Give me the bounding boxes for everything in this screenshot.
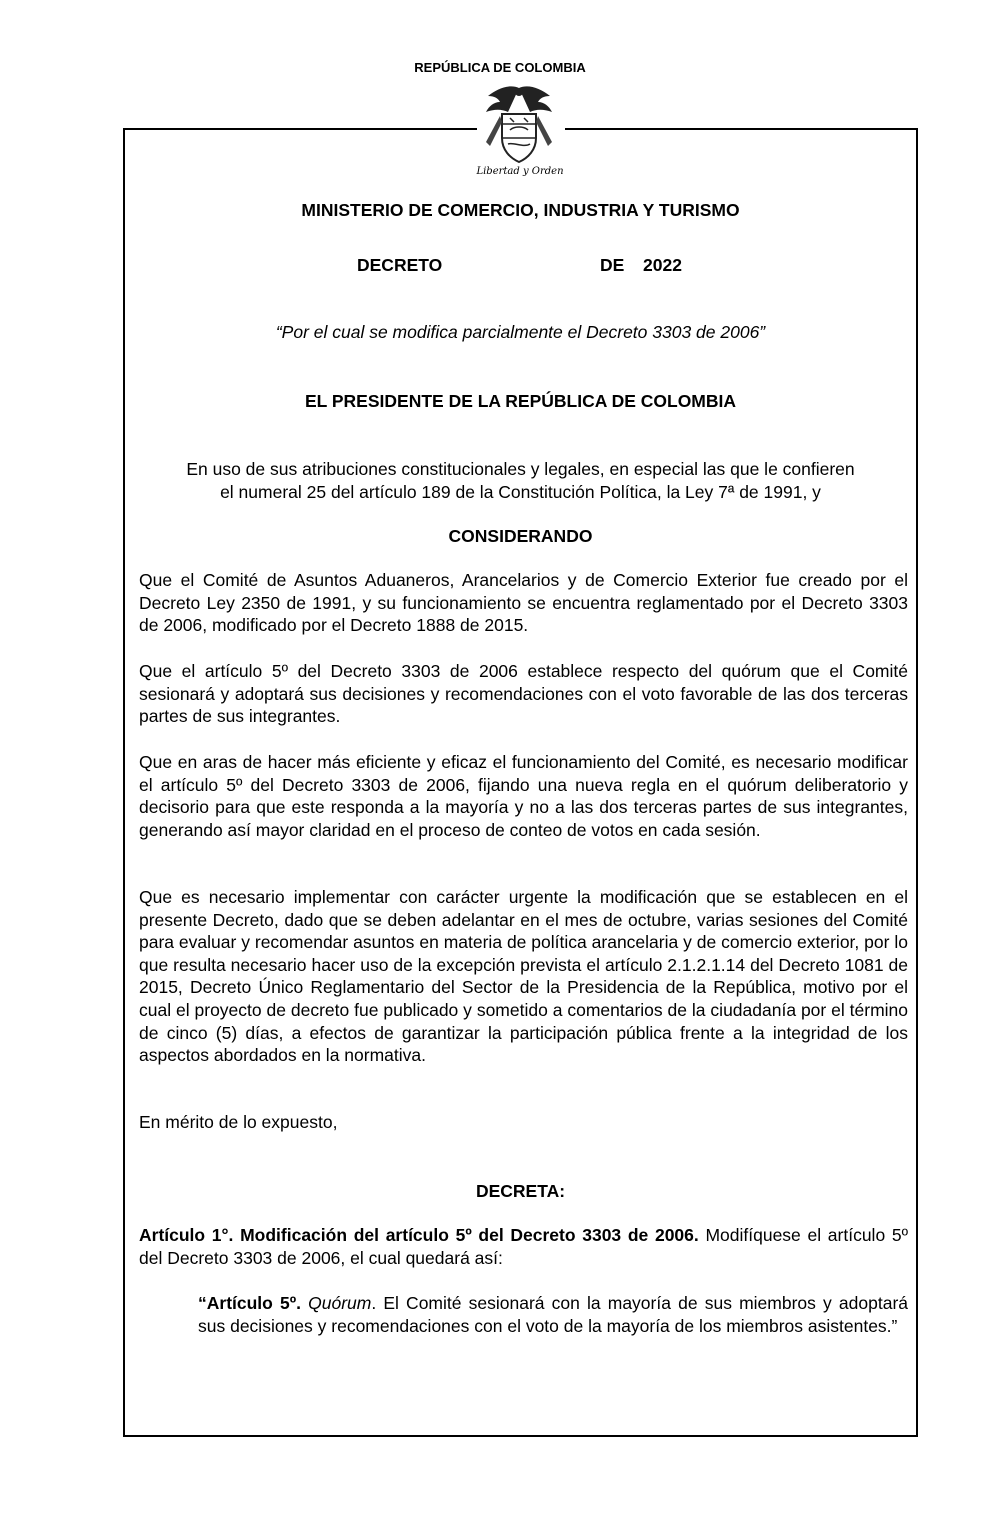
article-1-text: Modifíquese el artículo 5º del Decreto 3303 de 2006, el cual quedará así: [139,1225,908,1268]
seal-motto: Libertad y Orden [476,166,564,177]
paragraph: Que en aras de hacer más eficiente y eficaz el funcionamiento del Comité, es necesario modificar el artículo 5º del Decreto 3303 de 2006, fijando una nueva regla en el quórum deliberatorio y decisorio para que este responda a la mayoría y no a las dos terceras partes de sus integrantes, generando así mayor claridad en el proceso de conteo de votos en cada sesión. [139,752,908,840]
article-1-heading: Artículo 1°. Modificación del artículo 5º del Decreto 3303 de 2006. [139,1225,699,1245]
powers-line-2: el numeral 25 del artículo 189 de la Constitución Política, la Ley 7ª de 1991, y [220,482,821,502]
decreta-heading: DECRETA: [475,1181,566,1201]
country-header: REPÚBLICA DE COLOMBIA [414,60,586,75]
decree-de: DE [600,255,625,275]
paragraph: En mérito de lo expuesto, [139,1112,338,1132]
president-heading: EL PRESIDENTE DE LA REPÚBLICA DE COLOMBIA [304,391,737,411]
paragraph: Que el artículo 5º del Decreto 3303 de 2006 establece respecto del quórum que el Comité sesionará y adoptará sus decisiones y recomendaciones con el voto favorable de las dos terceras partes de sus integrantes. [139,661,908,727]
article-1 [139,1224,908,1269]
article-5-quote [198,1292,908,1337]
article-5-text: . El Comité sesionará con la mayoría de sus miembros y adoptará sus decisiones y recomendaciones con el voto de la mayoría de los miembros asistentes.” [198,1293,909,1336]
powers-statement [125,458,916,504]
ministry-title: MINISTERIO DE COMERCIO, INDUSTRIA Y TURISMO [301,200,740,220]
paragraph: Que el Comité de Asuntos Aduaneros, Arancelarios y de Comercio Exterior fue creado por el Decreto Ley 2350 de 1991, y su funcionamiento se encuentra reglamentado por el Decreto 3303 de 2006, modificado por el Decreto 1888 de 2015. [139,570,908,636]
article-5-title: Quórum [301,1293,372,1313]
decree-word: DECRETO [357,255,443,275]
decree-line [125,255,916,277]
article-5-heading: “Artículo 5º. [198,1293,301,1313]
powers-line-1: En uso de sus atribuciones constitucionales y legales, en especial las que le confieren [186,459,855,479]
considerando-heading: CONSIDERANDO [448,526,593,546]
paragraph: Que es necesario implementar con carácter urgente la modificación que se establecen en el presente Decreto, dado que se deben adelantar en el mes de octubre, varias sesiones del Comité para evaluar y recomendar asuntos en materia de política arancelaria y de comercio exterior, por lo que resulta necesario hacer uso de la excepción prevista el artículo 2.1.2.1.14 del Decreto 1081 de 2015, Decreto Único Reglamentario del Sector de la Presidencia de la República, motivo por el cual el proyecto de decreto fue publicado y sometido a comentarios de la ciudadanía por el término de cinco (5) días, a efectos de garantizar la participación pública frente a la integridad de los aspectos abordados en la normativa. [139,887,908,1066]
decree-year: 2022 [643,255,682,275]
decree-subtitle: “Por el cual se modifica parcialmente el Decreto 3303 de 2006” [275,322,766,342]
